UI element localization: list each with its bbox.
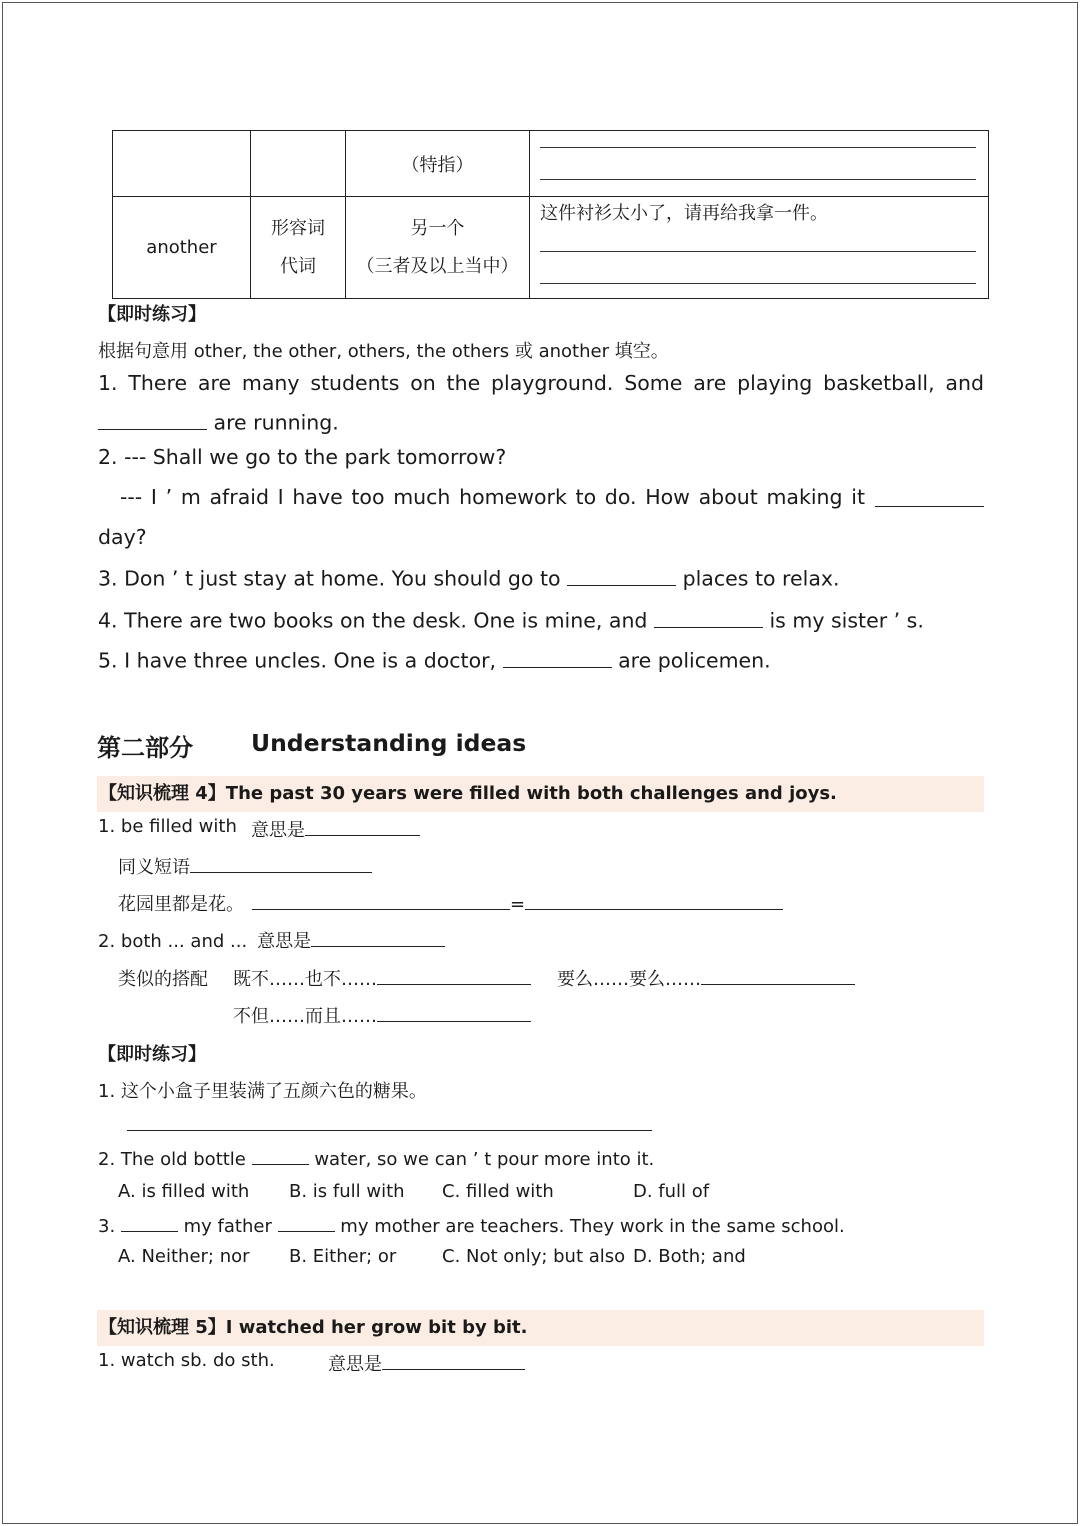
knowledge-4-item2-a: 既不……也不……: [233, 965, 531, 991]
answer-blank[interactable]: [567, 564, 676, 586]
section-title: Understanding ideas: [251, 729, 527, 757]
practice-2-q2: 2. The old bottle water, so we can ’ t pour more into it.: [98, 1146, 654, 1170]
practice-2-q2-option-d[interactable]: D. full of: [633, 1181, 710, 1202]
answer-line[interactable]: [127, 1130, 652, 1131]
knowledge-4-item2-phrase: 2. both ... and ... 意思是: [98, 927, 445, 953]
knowledge-4-item1-phrase: 1. be filled with: [98, 816, 237, 837]
practice-heading: 【即时练习】: [98, 1044, 206, 1065]
knowledge-4-item1-meaning: 意思是: [251, 816, 420, 842]
table-cell-meaning: 另一个 （三者及以上当中）: [346, 197, 530, 299]
practice-2-q2-option-c[interactable]: C. filled with: [442, 1181, 554, 1202]
knowledge-4-item1-synonym: 同义短语: [118, 853, 372, 879]
knowledge-4-item2-similar: 类似的搭配: [118, 969, 208, 990]
answer-blank[interactable]: [190, 854, 372, 873]
practice-heading: 【即时练习】: [98, 304, 206, 325]
question-5: 5. I have three uncles. One is a doctor, are policemen.: [98, 646, 771, 673]
answer-blank[interactable]: [311, 928, 445, 947]
answer-blank[interactable]: [875, 485, 984, 507]
question-4: 4. There are two books on the desk. One is mine, and is my sister ’ s.: [98, 606, 924, 633]
knowledge-4-item2-b: 要么……要么……: [557, 965, 855, 991]
question-1-line1: 1. There are many students on the playground. Some are playing basketball, and: [98, 371, 984, 395]
knowledge-5-item1-meaning: 意思是: [328, 1350, 525, 1376]
answer-blank[interactable]: [654, 606, 763, 628]
answer-blank[interactable]: [98, 408, 207, 430]
answer-blank[interactable]: [377, 966, 531, 985]
table-cell-pos: 形容词 代词: [251, 197, 346, 299]
practice-2-q3-option-c[interactable]: C. Not only; but also: [442, 1246, 626, 1267]
knowledge-4-item2-c: 不但……而且……: [233, 1002, 531, 1028]
answer-blank[interactable]: [525, 891, 783, 910]
question-2-line3: day?: [98, 525, 147, 549]
knowledge-4-title: 【知识梳理 4】The past 30 years were filled with both challenges and joys.: [99, 783, 837, 804]
question-2-line2: --- I ’ m afraid I have too much homework to do. How about making it: [120, 485, 865, 509]
table-cell-example: [530, 131, 989, 197]
answer-blank[interactable]: [382, 1351, 525, 1370]
knowledge-5-title: 【知识梳理 5】I watched her grow bit by bit.: [99, 1317, 528, 1338]
table-row: [113, 197, 989, 299]
practice-2-q3-option-b[interactable]: B. Either; or: [289, 1246, 397, 1267]
answer-blank[interactable]: [252, 891, 510, 910]
answer-blank[interactable]: [252, 1146, 309, 1165]
table-row: [113, 131, 989, 197]
practice-instruction: 根据句意用 other, the other, others, the others 或 another 填空。: [98, 341, 669, 362]
question-1-line2: are running.: [98, 408, 339, 435]
answer-blank[interactable]: [377, 1003, 531, 1022]
practice-2-q1: 1. 这个小盒子里装满了五颜六色的糖果。: [98, 1081, 427, 1102]
question-3: 3. Don ’ t just stay at home. You should go to places to relax.: [98, 564, 840, 591]
knowledge-4-item1-example: 花园里都是花。 =: [118, 890, 783, 916]
table-cell-example: 这件衬衫太小了，请再给我拿一件。: [530, 197, 989, 299]
practice-2-q2-option-b[interactable]: B. is full with: [289, 1181, 405, 1202]
answer-blank[interactable]: [121, 1213, 178, 1232]
vocab-table: [112, 130, 989, 299]
practice-2-q3: 3. my father my mother are teachers. They work in the same school.: [98, 1213, 845, 1237]
practice-2-q3-option-d[interactable]: D. Both; and: [633, 1246, 746, 1267]
answer-blank[interactable]: [503, 646, 612, 668]
answer-blank[interactable]: [278, 1213, 335, 1232]
answer-blank[interactable]: [305, 817, 420, 836]
section-label: 第二部分: [97, 734, 193, 762]
question-2-line1: 2. --- Shall we go to the park tomorrow?: [98, 445, 507, 469]
practice-2-q2-option-a[interactable]: A. is filled with: [118, 1181, 250, 1202]
table-cell-note: （特指）: [346, 131, 530, 197]
practice-2-q3-option-a[interactable]: A. Neither; nor: [118, 1246, 250, 1267]
knowledge-5-item1-phrase: 1. watch sb. do sth.: [98, 1350, 275, 1371]
answer-blank[interactable]: [701, 966, 855, 985]
table-cell-word: another: [113, 197, 251, 299]
